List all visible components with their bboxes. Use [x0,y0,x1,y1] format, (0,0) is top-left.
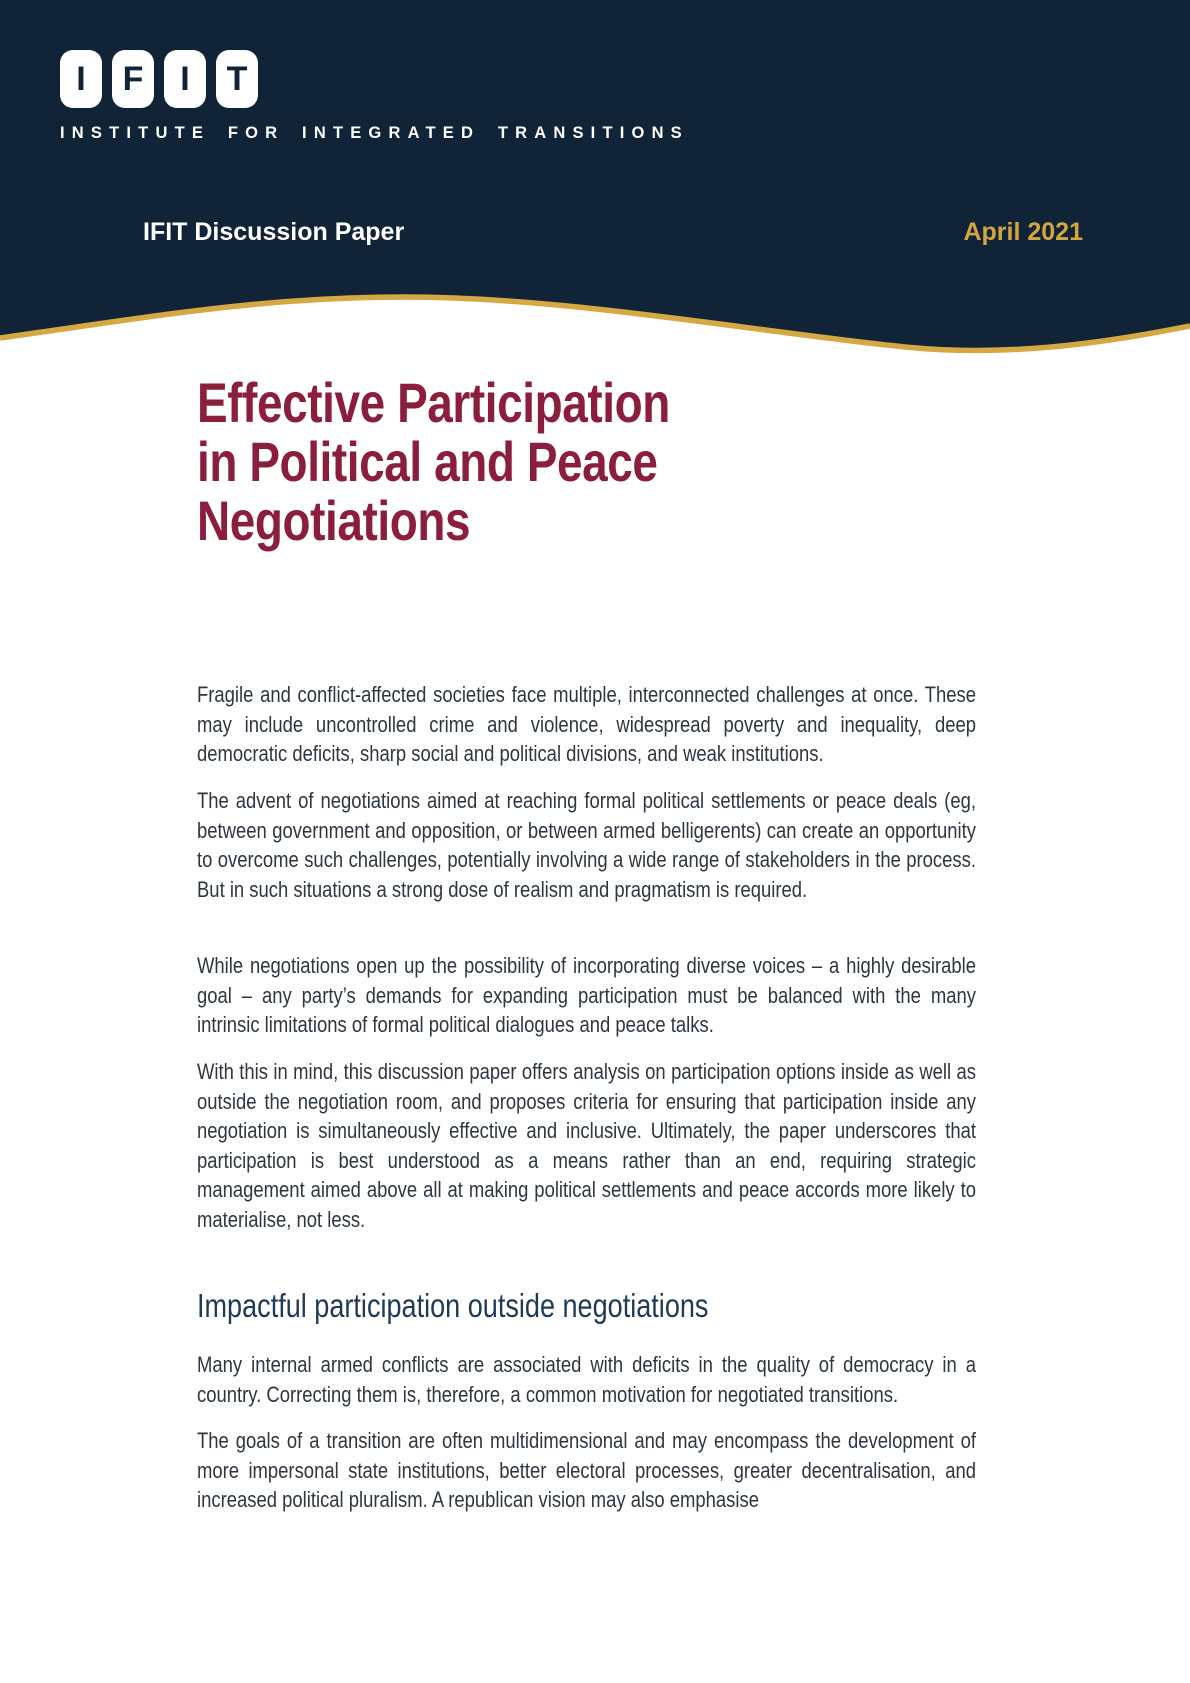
logo-letter-tile: I [164,50,206,108]
intro-paragraph-3: While negotiations open up the possibility of incorporating diverse voices – a highly desirable goal – any party’s demands for expanding participation must be balanced with the many intrinsic limitations of formal political dialogues and peace talks. [197,953,976,1037]
logo-letter-tile: I [60,50,102,108]
paper-date: April 2021 [963,218,1083,246]
logo-letter-tile: F [112,50,154,108]
document-title [197,373,976,550]
intro-paragraph-4: With this in mind, this discussion paper offers analysis on participation options inside as well as outside the negotiation room, and proposes criteria for ensuring that participation inside any negotiation is simultaneously effective and inclusive. Ultimately, the paper underscores that participation is best understood as a means rather than an end, requiring strategic management aimed above all at making political settlements and peace accords more likely to materialise, not less. [197,1059,976,1232]
document-title-line: Negotiations [197,489,471,552]
intro-paragraph-1: Fragile and conflict-affected societies face multiple, interconnected challenges at once. These may include uncontrolled crime and violence, widespread poverty and inequality, deep democratic deficits, sharp social and political divisions, and weak institutions. [197,682,976,766]
logo-caption: INSTITUTE FOR INTEGRATED TRANSITIONS [60,124,689,142]
section-paragraph-2: The goals of a transition are often multidimensional and may encompass the development of more impersonal state institutions, better electoral processes, greater decentralisation, and increased political pluralism. A republican vision may also emphasise [197,1428,976,1512]
document-title-line: Effective Participation [197,371,670,434]
section-heading: Impactful participation outside negotiations [197,1287,709,1324]
ifit-logo-tiles [60,50,689,108]
section-paragraph-1: Many internal armed conflicts are associated with deficits in the quality of democracy in a country. Correcting them is, therefore, a common motivation for negotiated transitions. [197,1352,976,1407]
intro-paragraph-2: The advent of negotiations aimed at reaching formal political settlements or peace deals (eg, between government and opposition, or between armed belligerents) can create an opportunity to overcome such challenges, potentially involving a wide range of stakeholders in the process. But in such situations a strong dose of realism and pragmatism is required. [197,788,976,902]
logo-letter-tile: T [216,50,258,108]
ifit-logo [60,50,689,143]
document-title-line: in Political and Peace [197,430,658,493]
paper-type-label: IFIT Discussion Paper [143,218,405,246]
